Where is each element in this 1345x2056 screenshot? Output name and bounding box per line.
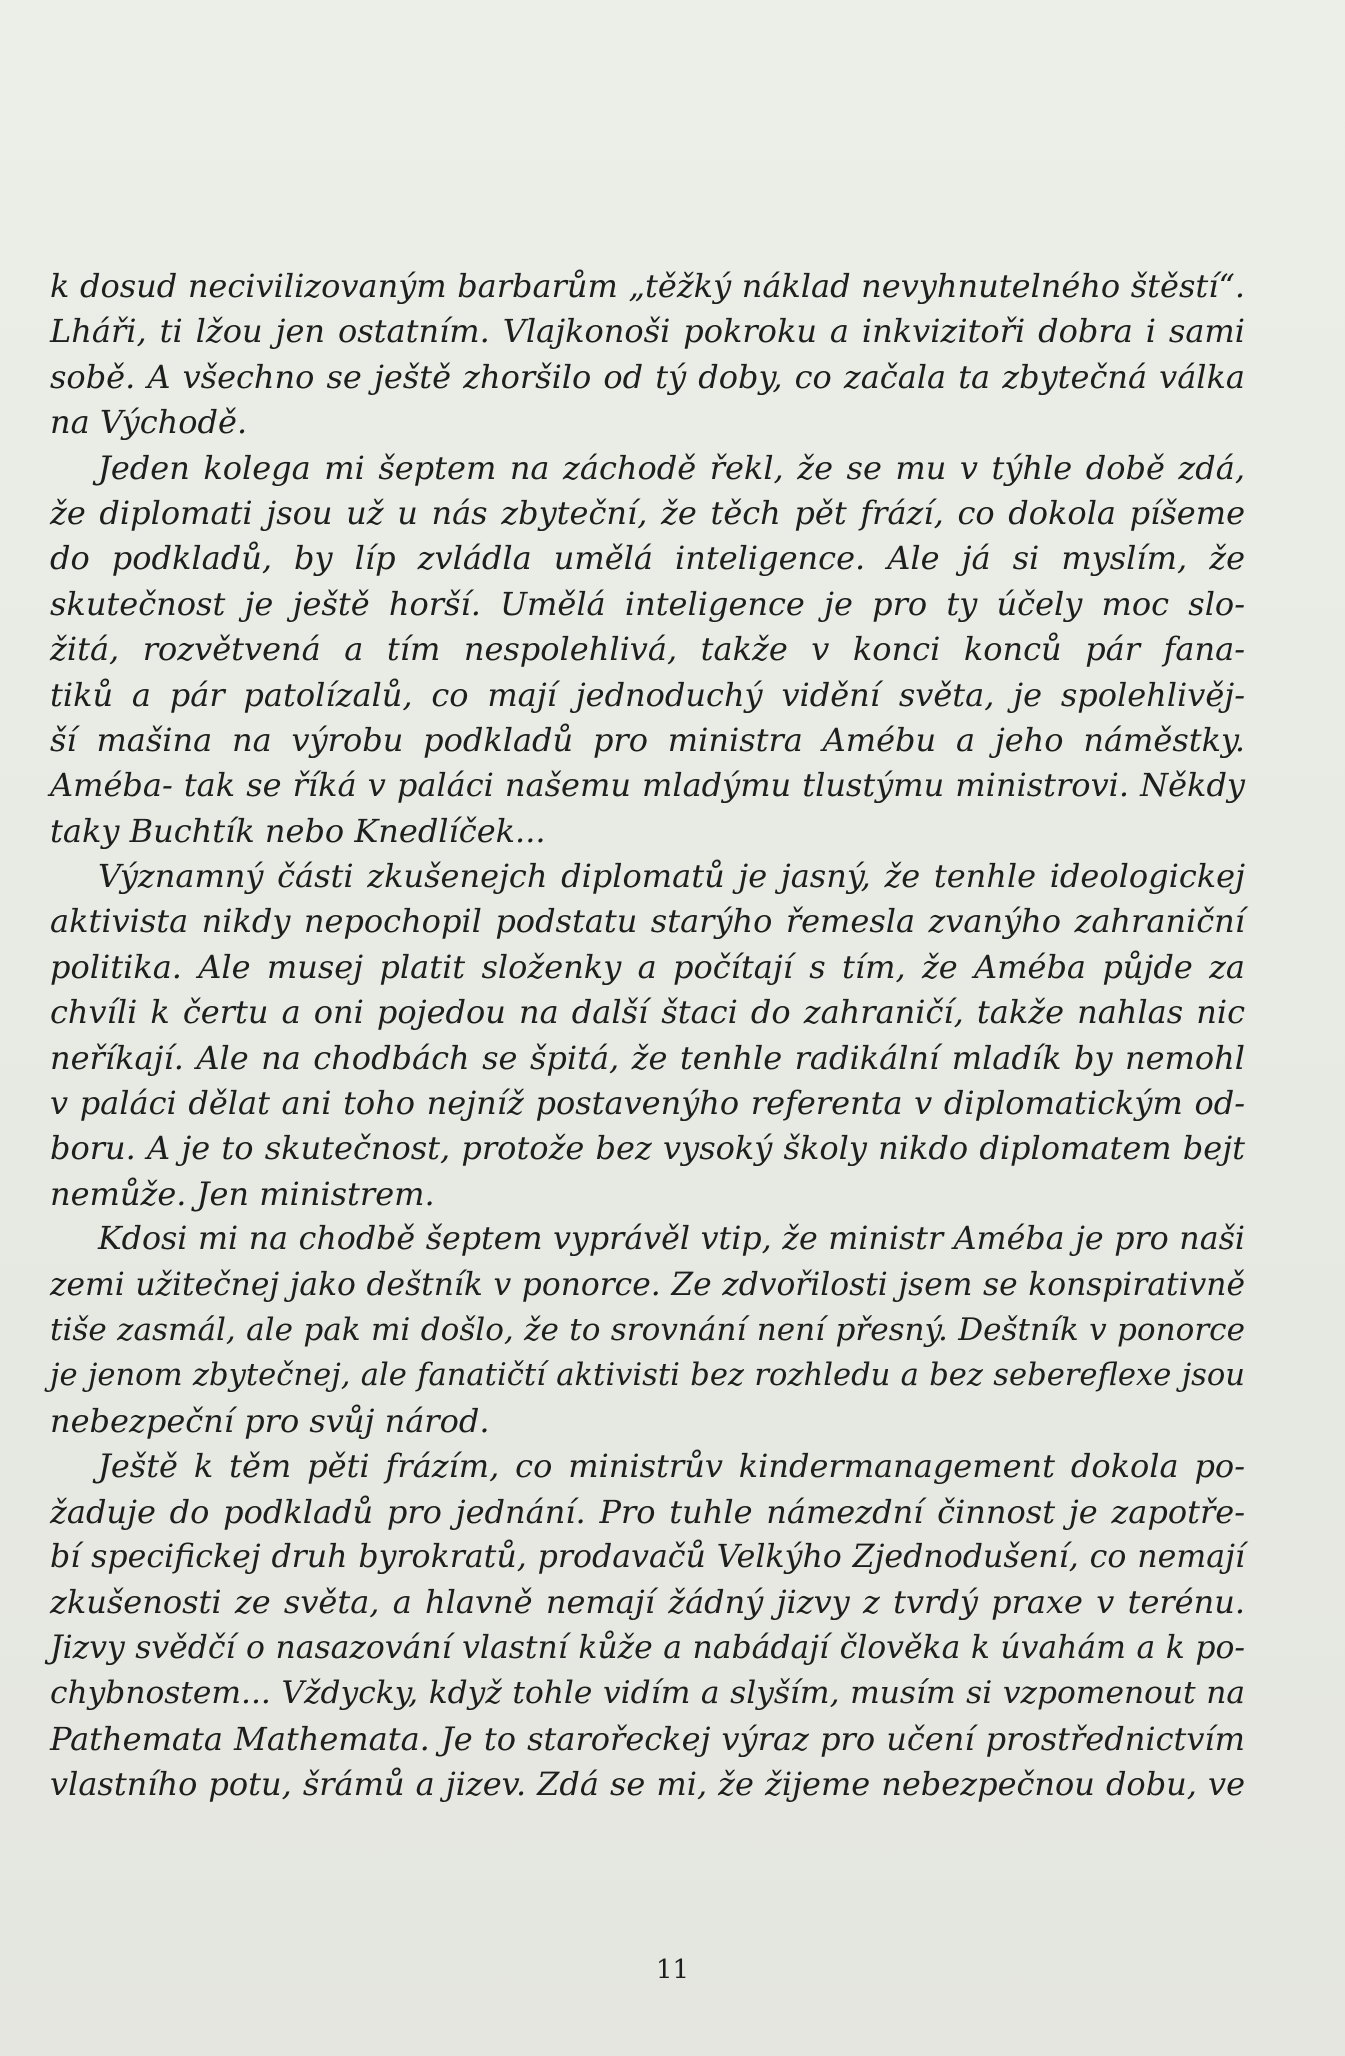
text-line: Ještě k těm pěti frázím, co ministrův kindermanagement dokola po- [98,1447,1245,1486]
text-line: zkušenosti ze světa, a hlavně nemají žádný jizvy z tvrdý praxe v terénu. [50,1583,1245,1622]
text-line: Jizvy svědčí o nasazování vlastní kůže a nabádají člověka k úvahám a k po- [50,1629,1245,1666]
text-line: do podkladů, by líp zvládla umělá inteligence. Ale já si myslím, že [50,539,1245,578]
text-line: boru. A je to skutečnost, protože bez vysoký školy nikdo diplomatem bejt [50,1129,1245,1168]
text-line: politika. Ale musej platit složenky a počítají s tím, že Améba půjde za [50,947,1245,986]
text-line: že diplomati jsou už u nás zbyteční, že těch pět frází, co dokola píšeme [50,493,1245,532]
text-line: Améba- tak se říká v paláci našemu mladýmu tlustýmu ministrovi. Někdy [50,766,1245,805]
page-number: 11 [655,1955,690,1985]
text-line: ší mašina na výrobu podkladů pro ministra Amébu a jeho náměstky. [50,720,1245,759]
text-line: aktivista nikdy nepochopil podstatu starýho řemesla zvanýho zahraniční [50,902,1245,941]
text-line: na Východě. [50,403,248,442]
text-line: Jeden kolega mi šeptem na záchodě řekl, že se mu v týhle době zdá, [98,448,1245,487]
text-line: Kdosi mi na chodbě šeptem vyprávěl vtip, že ministr Améba je pro naši [98,1221,1245,1258]
text-line: chvíli k čertu a oni pojedou na další štaci do zahraničí, takže nahlas nic [50,993,1245,1032]
text-line: Významný části zkušenejch diplomatů je jasný, že tenhle ideologickej [98,857,1245,896]
body-text [50,264,1245,1807]
text-line: taky Buchtík nebo Knedlíček... [50,811,546,850]
text-line: žaduje do podkladů pro jednání. Pro tuhle námezdní činnost je zapotře- [50,1492,1245,1531]
text-line: nemůže. Jen ministrem. [50,1174,435,1213]
text-line: bí specifickej druh byrokratů, prodavačů Velkýho Zjednodušení, co nemají [50,1538,1245,1575]
text-line: je jenom zbytečnej, ale fanatičtí aktivisti bez rozhledu a bez sebereflexe jsou [50,1358,1245,1394]
text-line: skutečnost je ještě horší. Umělá inteligence je pro ty účely moc slo- [50,584,1245,623]
text-line: Pathemata Mathemata. Je to starořeckej výraz pro učení prostřednictvím [50,1719,1245,1758]
text-line: chybnostem... Vždycky, když tohle vidím a slyším, musím si vzpomenout na [50,1675,1245,1712]
text-line: tiků a pár patolízalů, co mají jednoduchý vidění světa, je spolehlivěj- [50,675,1245,714]
text-line: vlastního potu, šrámů a jizev. Zdá se mi, že žijeme nebezpečnou dobu, ve [50,1764,1245,1803]
text-line: nebezpeční pro svůj národ. [50,1401,490,1440]
text-line: zemi užitečnej jako deštník v ponorce. Ze zdvořilosti jsem se konspirativně [50,1266,1245,1303]
text-line: Lháři, ti lžou jen ostatním. Vlajkonoši pokroku a inkvizitoři dobra i sami [50,312,1245,351]
text-line: v paláci dělat ani toho nejníž postavenýho referenta v diplomatickým od- [50,1084,1245,1123]
text-line: k dosud necivilizovaným barbarům „těžký náklad nevyhnutelného štěstí“. [50,267,1245,305]
text-line: neříkají. Ale na chodbách se špitá, že tenhle radikální mladík by nemohl [50,1038,1245,1077]
text-line: sobě. A všechno se ještě zhoršilo od tý doby, co začala ta zbytečná válka [50,357,1245,396]
text-line: žitá, rozvětvená a tím nespolehlivá, takže v konci konců pár fana- [50,630,1245,669]
text-line: tiše zasmál, ale pak mi došlo, že to srovnání není přesný. Deštník v ponorce [50,1311,1245,1348]
